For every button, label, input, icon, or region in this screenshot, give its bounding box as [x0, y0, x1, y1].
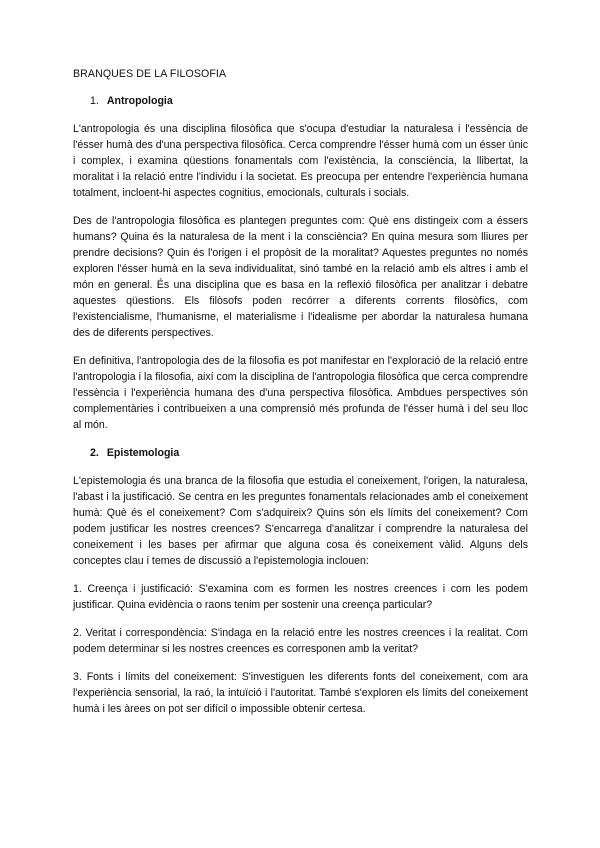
document-title: BRANQUES DE LA FILOSOFIA — [73, 68, 227, 80]
paragraph: Des de l'antropologia filosòfica es plantegen preguntes com: Què ens distingeix com a éssers humans? Quina és la naturalesa de la ment i la consciència? En quina mesura som lliures per prendre decisions? Quin és l'origen i el propòsit de la moralitat? Aquestes preguntes no només exploren l'ésser humà en la seva individualitat, sinó també en la relació amb els altres i amb el món en general. És una disciplina que es basa en la reflexió filosòfica per analitzar i debatre aquestes qüestions. Els filòsofs poden recórrer a diferents corrents filosòfics, com l'existencialisme, l'humanisme, el materialisme i l'idealisme per abordar la naturalesa humana des de diferents perspectives. — [73, 215, 528, 339]
section-heading-antropologia — [90, 93, 528, 109]
paragraph: L'antropologia és una disciplina filosòfica que s'ocupa d'estudiar la naturalesa i l'essència de l'ésser humà des d'una perspectiva filosòfica. Cerca comprendre l'ésser humà com un ésser únic i complex, i examina qüestions fonamentals com l'existència, la consciència, la llibertat, la moralitat i la relació entre l'individu i la societat. Es preocupa per entendre l'experiència humana totalment, incloent-hi aspectes cognitius, emocionals, culturals i socials. — [73, 123, 528, 199]
paragraph: L'epistemologia és una branca de la filosofia que estudia el coneixement, l'origen, la naturalesa, l'abast i la justificació. Se centra en les preguntes fonamentals relacionades amb el coneixement humà: Què és el coneixement? Com s'adquireix? Quins són els límits del coneixement? Com podem justificar les nostres creences? S'encarrega d'analitzar i comprendre la naturalesa del coneixement i les bases per afirmar que alguna cosa és coneixement vàlid. Alguns dels conceptes clau i temes de discussió a l'epistemologia inclouen: — [73, 475, 528, 567]
document-page — [73, 66, 528, 729]
section-title: Epistemologia — [106, 447, 180, 459]
list-item: 3. Fonts i límits del coneixement: S'investiguen les diferents fonts del coneixement, com ara l'experiència sensorial, la raó, la intuïció i l'autoritat. També s'exploren els límits del coneixement humà i les àrees on pot ser difícil o impossible obtenir certesa. — [73, 671, 528, 715]
section-number: 1. — [90, 95, 99, 107]
list-item: 2. Veritat i correspondència: S'indaga en la relació entre les nostres creences i la realitat. Com podem determinar si les nostres creences es corresponen amb la veritat? — [73, 627, 528, 655]
section-heading-epistemologia — [90, 445, 528, 461]
list-item: 1. Creença i justificació: S'examina com es formen les nostres creences i com les podem justificar. Quina evidència o raons tenim per sostenir una creença particular? — [73, 583, 528, 611]
section-number: 2. — [90, 447, 99, 459]
section-title: Antropologia — [106, 95, 173, 107]
paragraph: En definitiva, l'antropologia des de la filosofia es pot manifestar en l'exploració de la relació entre l'antropologia i la filosofia, així com la disciplina de l'antropologia filosòfica que cerca comprendre l'essència i l'experiència humana des d'una perspectiva filosòfica. Ambdues perspectives són complementàries i contribueixen a una comprensió més profunda de l'ésser humà i del seu lloc al món. — [73, 355, 528, 431]
